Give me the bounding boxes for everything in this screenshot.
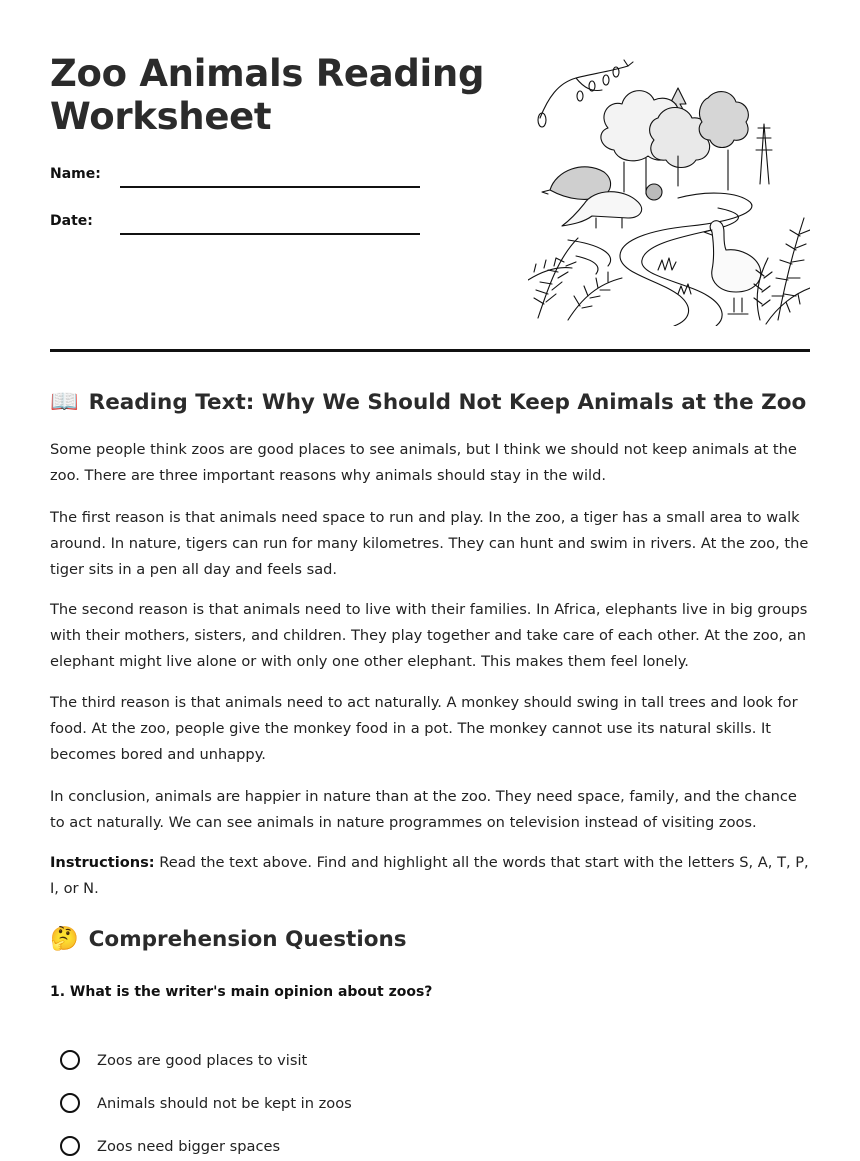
question-1: 1. What is the writer's main opinion about zoos?	[50, 984, 433, 1000]
thinking-face-emoji-icon: 🤔	[50, 926, 79, 952]
reading-paragraph-2: The first reason is that animals need space to run and play. In the zoo, a tiger has a small area to walk around. In nature, tigers can run for many kilometres. They can hunt and swim in rivers. At the zoo, the tiger sits in a pen all day and feels sad.	[50, 509, 809, 578]
radio-circle-icon[interactable]	[60, 1136, 80, 1156]
reading-paragraph-5: In conclusion, animals are happier in nature than at the zoo. They need space, family, and the chance to act naturally. We can see animals in nature programmes on television instead of visiting zoos.	[50, 788, 797, 831]
radio-circle-icon[interactable]	[60, 1050, 80, 1070]
instructions	[50, 850, 812, 902]
answer-option-label: Zoos need bigger spaces	[97, 1137, 281, 1155]
page-title: Zoo Animals Reading Worksheet	[50, 52, 485, 138]
instructions-text: Read the text above. Find and highlight all the words that start with the letters S, A, T, P, I, or N.	[50, 854, 809, 897]
answer-option-label: Zoos are good places to visit	[97, 1051, 308, 1069]
questions-heading-text: Comprehension Questions	[88, 927, 407, 952]
reading-paragraph-1: Some people think zoos are good places to see animals, but I think we should not keep animals at the zoo. There are three important reasons why animals should stay in the wild.	[50, 441, 797, 484]
answer-option-1[interactable]	[60, 1047, 307, 1073]
name-field[interactable]	[50, 166, 430, 196]
questions-heading	[50, 927, 407, 952]
answer-option-2[interactable]	[60, 1090, 352, 1116]
instructions-label: Instructions:	[50, 854, 155, 871]
name-input-line[interactable]	[120, 186, 420, 188]
answer-option-label: Animals should not be kept in zoos	[97, 1094, 352, 1112]
reading-paragraph-3: The second reason is that animals need to live with their families. In Africa, elephants live in big groups with their mothers, sisters, and children. They play together and take care of each other. At the zoo, an elephant might live alone or with only one other elephant. This makes them feel lonely.	[50, 601, 808, 670]
date-label: Date:	[50, 213, 93, 229]
reading-heading	[50, 390, 806, 415]
date-field[interactable]	[50, 213, 430, 243]
date-input-line[interactable]	[120, 233, 420, 235]
section-divider	[50, 349, 810, 352]
reading-paragraph-4: The third reason is that animals need to act naturally. A monkey should swing in tall trees and look for food. At the zoo, people give the monkey food in a pot. The monkey cannot use its natural skills. It becomes bored and unhappy.	[50, 694, 798, 763]
zoo-nature-scene-illustration	[528, 58, 810, 326]
reading-heading-text: Reading Text: Why We Should Not Keep Animals at the Zoo	[88, 390, 807, 415]
radio-circle-icon[interactable]	[60, 1093, 80, 1113]
open-book-emoji-icon: 📖	[50, 389, 79, 415]
name-label: Name:	[50, 166, 101, 182]
answer-option-3[interactable]	[60, 1133, 280, 1159]
